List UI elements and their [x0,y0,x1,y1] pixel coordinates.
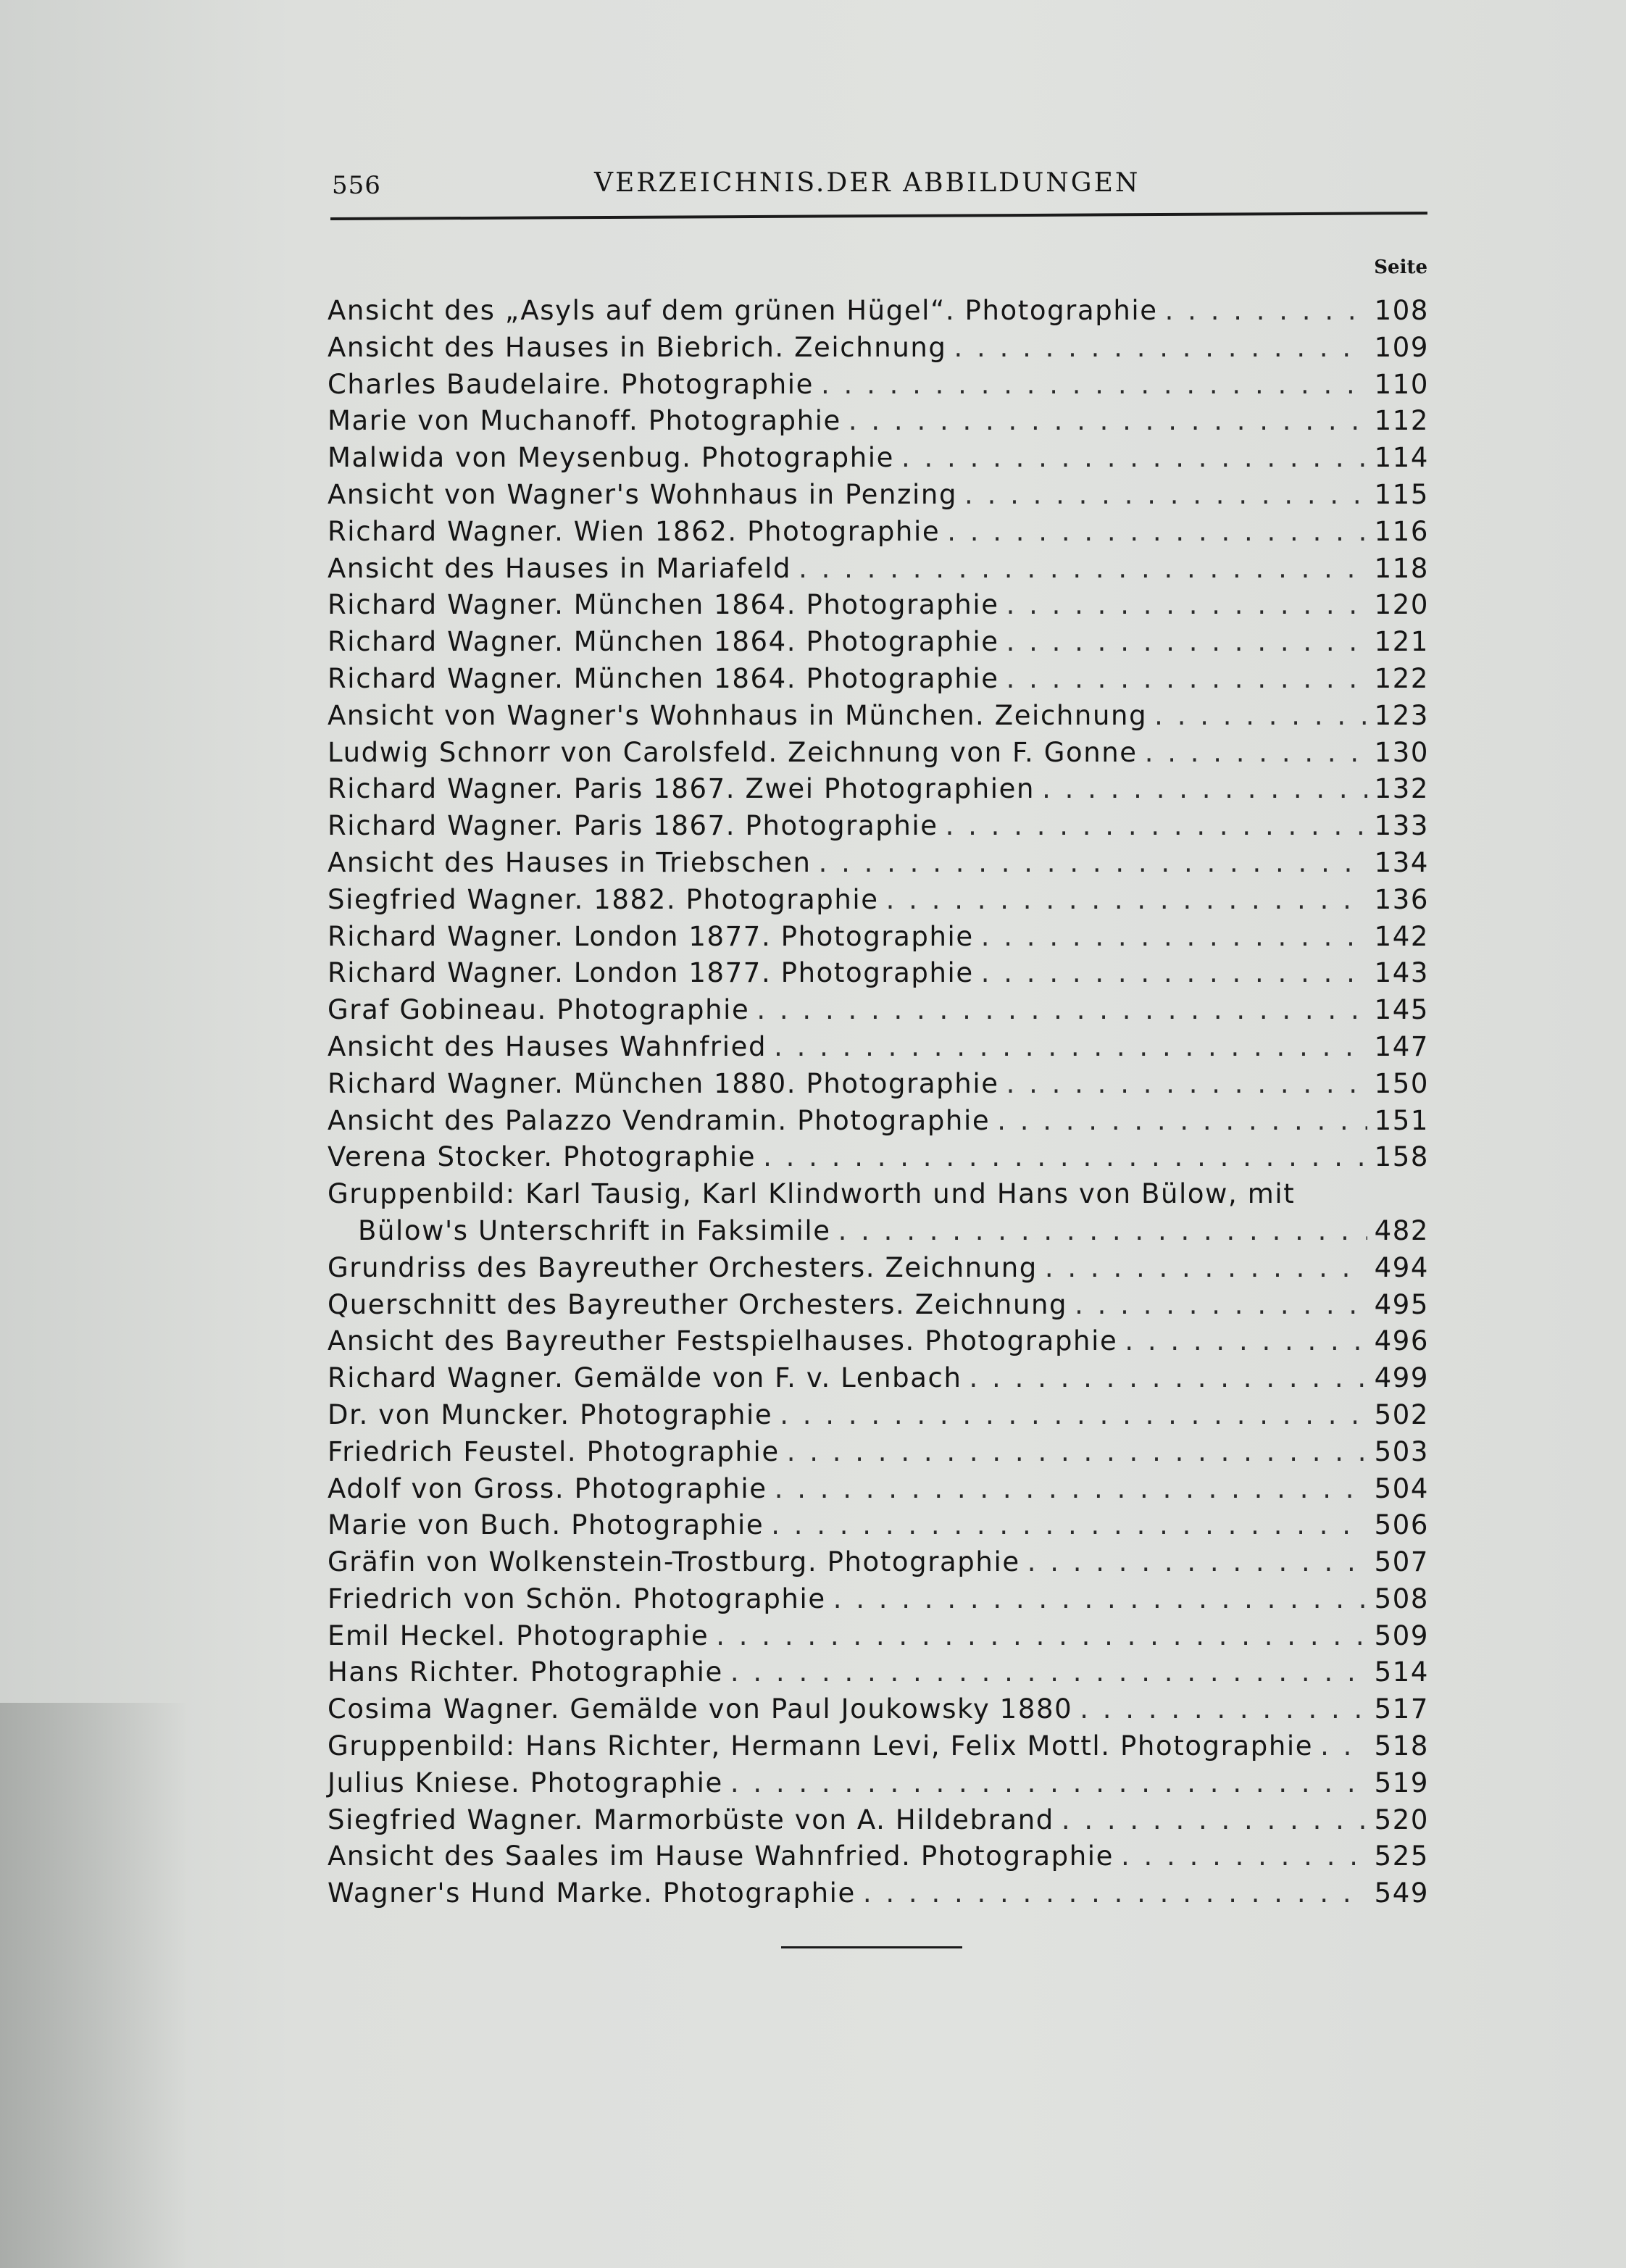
dot-leader [730,1767,1367,1798]
entry-title-line2: Bülow's Unterschrift in Faksimile [358,1214,831,1246]
dot-leader [819,847,1367,878]
dot-leader [1075,1289,1367,1320]
list-item [328,332,1429,369]
entry-title: Dr. von Muncker. Photographie [328,1398,773,1430]
list-item [328,1141,1429,1178]
list-item [328,1031,1429,1068]
dot-leader [1045,1252,1367,1283]
list-item [328,810,1429,847]
entry-page: 514 [1374,1656,1429,1688]
entry-title-line2-row [328,1215,1429,1252]
dot-leader [821,369,1367,400]
entry-title: Friedrich Feustel. Photographie [328,1435,780,1467]
entry-title: Gruppenbild: Hans Richter, Hermann Levi, Felix Mottl. Photographie [328,1730,1314,1762]
dot-leader [838,1215,1367,1246]
entry-title: Ansicht des „Asyls auf dem grünen Hügel“. Photographie [328,295,1158,326]
dot-leader [954,332,1367,363]
list-item [328,1325,1429,1362]
running-title: VERZEICHNIS.DER ABBILDUNGEN [594,168,1141,198]
list-item [328,1362,1429,1399]
entry-title: Emil Heckel. Photographie [328,1619,709,1651]
page-header [332,168,1427,207]
entry-page: 132 [1374,773,1429,805]
dot-leader [901,442,1367,473]
entry-title: Charles Baudelaire. Photographie [328,368,814,400]
list-item [328,1804,1429,1841]
list-item [328,700,1429,737]
entry-title: Graf Gobineau. Photographie [328,994,750,1026]
entry-page: 120 [1374,589,1429,621]
entry-page: 502 [1374,1398,1429,1430]
dot-leader [780,1399,1367,1430]
dot-leader [997,1105,1367,1136]
list-item [328,442,1429,479]
entry-page: 508 [1374,1583,1429,1614]
list-item [328,369,1429,406]
list-item [328,405,1429,442]
entry-page: 506 [1374,1509,1429,1541]
list-item [328,626,1429,663]
entry-page: 110 [1374,368,1429,400]
entry-page: 158 [1374,1141,1429,1173]
list-item [328,957,1429,994]
page-number: 556 [332,171,381,200]
dot-leader [763,1141,1367,1172]
entry-title: Adolf von Gross. Photographie [328,1472,767,1504]
entry-title: Richard Wagner. Paris 1867. Zwei Photographien [328,773,1035,805]
entry-page: 517 [1374,1693,1429,1725]
entry-page: 151 [1374,1104,1429,1136]
entry-page: 494 [1374,1251,1429,1283]
dot-leader [756,994,1367,1025]
entry-title-line1: Gruppenbild: Karl Tausig, Karl Klindworth und Hans von Bülow, mit [328,1178,1296,1210]
illustration-list [328,295,1429,1914]
dot-leader [787,1436,1367,1467]
dot-leader [947,516,1367,547]
dot-leader [1027,1546,1367,1577]
list-item [328,479,1429,516]
list-item [328,921,1429,958]
entry-title: Hans Richter. Photographie [328,1656,723,1688]
list-item [328,295,1429,332]
page-column-label: Seite [1374,257,1427,278]
list-item [328,847,1429,884]
list-item-wrapped [328,1178,1429,1252]
dot-leader [1154,700,1367,731]
entry-page: 115 [1374,478,1429,510]
dot-leader [1006,663,1367,694]
entry-title: Cosima Wagner. Gemälde von Paul Joukowsky 1880 [328,1693,1073,1725]
dot-leader [1145,737,1367,768]
dot-leader [964,479,1367,510]
list-item [328,1730,1429,1767]
list-item [328,1436,1429,1473]
entry-title: Ansicht des Palazzo Vendramin. Photographie [328,1104,991,1136]
dot-leader [946,810,1367,841]
list-item [328,1620,1429,1657]
entry-page: 143 [1374,957,1429,989]
entry-title: Wagner's Hund Marke. Photographie [328,1877,856,1909]
entry-title: Richard Wagner. München 1864. Photographie [328,662,999,694]
list-item [328,773,1429,810]
dot-leader [799,553,1367,584]
dot-leader [863,1877,1367,1909]
entry-page: 116 [1374,515,1429,547]
entry-title: Julius Kniese. Photographie [328,1767,723,1798]
entry-page: 108 [1374,295,1429,326]
entry-title: Ludwig Schnorr von Carolsfeld. Zeichnung von F. Gonne [328,736,1138,768]
entry-page: 482 [1374,1214,1429,1246]
entry-page: 509 [1374,1619,1429,1651]
entry-title: Gräfin von Wolkenstein-Trostburg. Photographie [328,1546,1020,1578]
entry-title: Ansicht des Bayreuther Festspielhauses. Photographie [328,1325,1118,1357]
entry-title: Richard Wagner. Gemälde von F. v. Lenbach [328,1362,962,1394]
entry-page: 109 [1374,331,1429,363]
entry-title: Richard Wagner. München 1864. Photographie [328,626,999,658]
entry-title: Siegfried Wagner. 1882. Photographie [328,883,879,915]
header-rule [330,212,1427,220]
entry-title: Richard Wagner. London 1877. Photographie [328,920,974,952]
list-item [328,1693,1429,1730]
list-item [328,994,1429,1031]
dot-leader [1006,626,1367,657]
entry-page: 150 [1374,1067,1429,1099]
list-item [328,737,1429,774]
list-item [328,1509,1429,1546]
list-item [328,663,1429,700]
list-item [328,1068,1429,1105]
entry-page: 122 [1374,662,1429,694]
entry-page: 499 [1374,1362,1429,1394]
entry-page: 495 [1374,1288,1429,1320]
list-item [328,516,1429,553]
entry-page: 142 [1374,920,1429,952]
list-item [328,553,1429,590]
entry-title: Ansicht von Wagner's Wohnhaus in Penzing [328,478,958,510]
list-item [328,1840,1429,1877]
list-item [328,1767,1429,1804]
dot-leader [1320,1730,1367,1762]
list-item [328,1473,1429,1510]
entry-page: 121 [1374,626,1429,658]
entry-page: 518 [1374,1730,1429,1762]
entry-title: Ansicht des Saales im Hause Wahnfried. Photographie [328,1840,1114,1872]
entry-title: Marie von Muchanoff. Photographie [328,405,841,437]
list-item [328,1877,1429,1914]
entry-page: 145 [1374,994,1429,1026]
entry-title: Ansicht des Hauses in Biebrich. Zeichnung [328,331,947,363]
entry-page: 130 [1374,736,1429,768]
page-shadow [0,1703,188,2268]
list-item [328,1105,1429,1142]
entry-title: Siegfried Wagner. Marmorbüste von A. Hildebrand [328,1804,1054,1835]
entry-page: 520 [1374,1804,1429,1835]
dot-leader [1006,589,1367,620]
dot-leader [1121,1840,1367,1872]
entry-title: Ansicht von Wagner's Wohnhaus in München. Zeichnung [328,699,1148,731]
entry-page: 123 [1374,699,1429,731]
dot-leader [981,921,1367,952]
entry-title: Richard Wagner. München 1864. Photographie [328,589,999,621]
entry-title: Richard Wagner. München 1880. Photographie [328,1067,999,1099]
entry-page: 504 [1374,1472,1429,1504]
dot-leader [1006,1068,1367,1099]
list-item [328,1289,1429,1326]
entry-page: 112 [1374,405,1429,437]
dot-leader [1062,1804,1367,1835]
dot-leader [1080,1693,1367,1725]
entry-title: Richard Wagner. Wien 1862. Photographie [328,515,941,547]
entry-page: 519 [1374,1767,1429,1798]
entry-title: Friedrich von Schön. Photographie [328,1583,826,1614]
entry-title: Richard Wagner. London 1877. Photographie [328,957,974,989]
list-item [328,1583,1429,1620]
dot-leader [716,1620,1367,1651]
dot-leader [886,884,1367,915]
dot-leader [730,1656,1367,1688]
entry-page: 114 [1374,442,1429,474]
entry-title: Marie von Buch. Photographie [328,1509,764,1541]
dot-leader [981,957,1367,988]
entry-title: Querschnitt des Bayreuther Orchesters. Zeichnung [328,1288,1068,1320]
dot-leader [970,1362,1367,1393]
dot-leader [1042,773,1367,804]
list-item [328,1252,1429,1289]
dot-leader [1125,1325,1367,1356]
entry-title: Malwida von Meysenbug. Photographie [328,442,894,474]
entry-page: 136 [1374,883,1429,915]
dot-leader [774,1031,1367,1062]
entry-title: Ansicht des Hauses Wahnfried [328,1030,767,1062]
list-item [328,1399,1429,1436]
entry-page: 496 [1374,1325,1429,1357]
dot-leader [771,1509,1367,1541]
dot-leader [833,1583,1367,1614]
entry-page: 525 [1374,1840,1429,1872]
entry-page: 549 [1374,1877,1429,1909]
list-item [328,1656,1429,1693]
entry-page: 507 [1374,1546,1429,1578]
entry-page: 133 [1374,810,1429,842]
entry-title: Richard Wagner. Paris 1867. Photographie [328,810,938,842]
entry-page: 503 [1374,1435,1429,1467]
entry-title: Grundriss des Bayreuther Orchesters. Zeichnung [328,1251,1038,1283]
entry-title: Verena Stocker. Photographie [328,1141,756,1173]
entry-title: Ansicht des Hauses in Triebschen [328,846,812,878]
list-item [328,1546,1429,1583]
entry-page: 134 [1374,846,1429,878]
dot-leader [849,405,1367,436]
list-item [328,589,1429,626]
dot-leader [775,1473,1367,1504]
end-rule [781,1946,962,1948]
entry-page: 118 [1374,552,1429,584]
list-item [328,884,1429,921]
entry-page: 147 [1374,1030,1429,1062]
entry-title: Ansicht des Hauses in Mariafeld [328,552,792,584]
dot-leader [1165,295,1367,326]
